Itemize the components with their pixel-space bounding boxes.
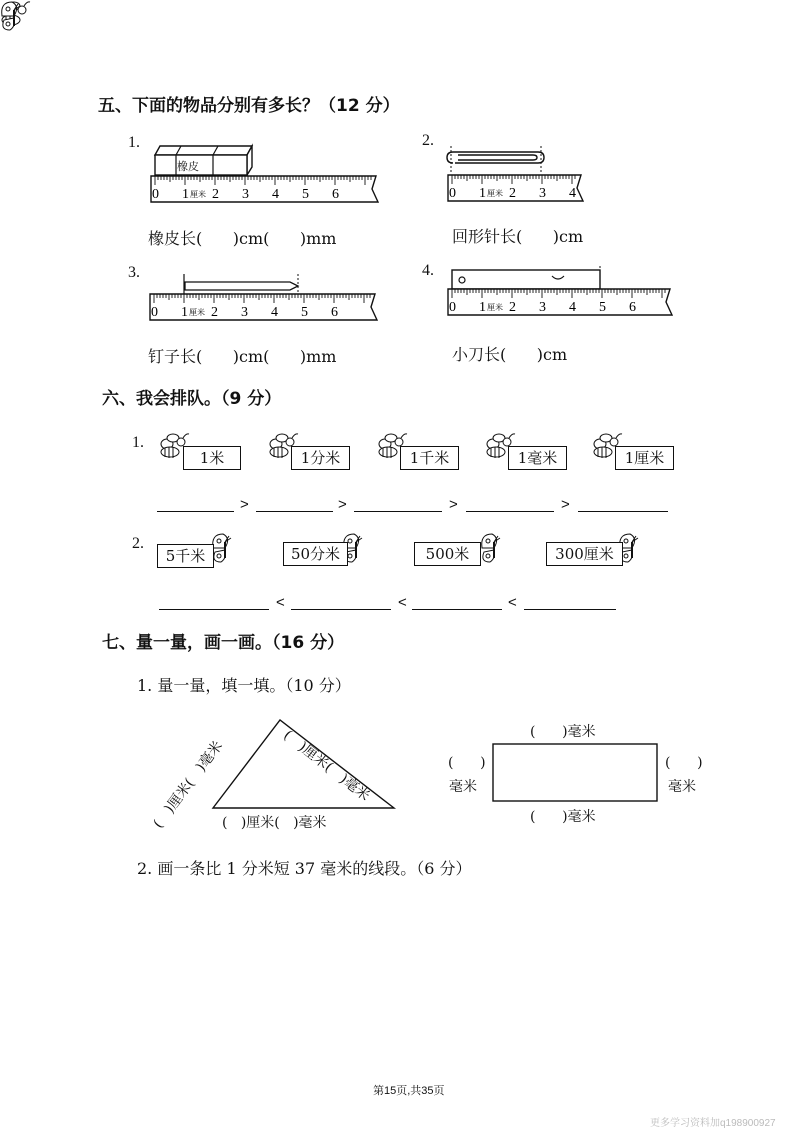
ruler-tick-label: 3 — [241, 305, 248, 320]
ruler-tick-label: 4 — [569, 186, 576, 201]
ruler-tick-label: 3 — [242, 187, 249, 202]
ruler-tick-label: 2 — [212, 187, 219, 202]
nail-answer: 钉子长( )cm( )mm — [148, 347, 337, 366]
ruler-tick-label: 0 — [449, 186, 456, 201]
eraser-label: 橡皮 — [177, 160, 199, 173]
ruler-unit-label: 厘米 — [487, 303, 503, 312]
q1-box-1km: 1千米 — [400, 446, 459, 470]
ruler-tick-label: 5 — [302, 187, 309, 202]
q2-number: 2. — [132, 535, 144, 552]
ruler-tick-label: 6 — [331, 305, 338, 320]
q2-symbol-2: < — [398, 594, 407, 611]
ruler-tick-label: 1 — [479, 300, 486, 315]
ruler-tick-label: 1 — [479, 186, 486, 201]
item2-number: 2. — [422, 132, 434, 149]
ruler-unit-label: 厘米 — [190, 190, 206, 199]
ruler-tick-label: 4 — [272, 187, 279, 202]
paperclip-answer: 回形针长( )cm — [452, 227, 584, 246]
ruler-tick-label: 1 — [182, 187, 189, 202]
q1-symbol-3: > — [449, 496, 458, 513]
ruler-tick-label: 6 — [629, 300, 636, 315]
q2-symbol-3: < — [508, 594, 517, 611]
rect-right-unit: 毫米 — [668, 779, 696, 795]
rect-top-label: ( )毫米 — [530, 724, 596, 740]
triangle-bottom-label: ( )厘米( )毫米 — [222, 815, 327, 831]
rect-left-unit: 毫米 — [449, 779, 477, 795]
q2-box-300cm: 300厘米 — [546, 542, 623, 566]
section5-title: 五、下面的物品分别有多长？（12 分） — [98, 96, 400, 116]
ruler-tick-label: 3 — [539, 186, 546, 201]
ruler-tick-label: 2 — [509, 186, 516, 201]
q1-number: 1. — [132, 434, 144, 451]
item1-number: 1. — [128, 134, 140, 151]
q1-symbol-2: > — [338, 496, 347, 513]
ruler-tick-label: 2 — [509, 300, 516, 315]
ruler-unit-label: 厘米 — [487, 189, 503, 198]
q2-box-500m: 500米 — [414, 542, 481, 566]
q2-box-5km: 5千米 — [157, 544, 214, 568]
q1-box-1mm: 1毫米 — [508, 446, 567, 470]
q1-box-1m: 1米 — [183, 446, 241, 470]
ruler-tick-label: 6 — [332, 187, 339, 202]
ruler-tick-label: 5 — [301, 305, 308, 320]
q1-box-1cm: 1厘米 — [615, 446, 674, 470]
ruler-unit-label: 厘米 — [189, 308, 205, 317]
q1-symbol-4: > — [561, 496, 570, 513]
section6-title: 六、我会排队。（9 分） — [102, 389, 282, 409]
ruler-tick-label: 0 — [151, 305, 158, 320]
triangle-right-side-label: ( )厘米( )毫米 — [280, 727, 373, 805]
section7-q1-title: 1. 量一量，填一填。（10 分） — [137, 676, 351, 695]
q1-box-1dm: 1分米 — [291, 446, 350, 470]
rect-right-paren: ( ) — [665, 755, 703, 771]
ruler-tick-label: 4 — [271, 305, 278, 320]
ruler-tick-label: 0 — [152, 187, 159, 202]
item3-number: 3. — [128, 264, 140, 281]
section7-q2-title: 2. 画一条比 1 分米短 37 毫米的线段。（6 分） — [137, 859, 472, 878]
triangle-left-side-label: ( )厘米( )毫米 — [150, 738, 227, 832]
q2-symbol-1: < — [276, 594, 285, 611]
ruler-tick-label: 0 — [449, 300, 456, 315]
section7-title: 七、量一量，画一画。（16 分） — [102, 633, 345, 653]
rect-bottom-label: ( )毫米 — [530, 809, 596, 825]
rect-left-paren: ( ) — [448, 755, 486, 771]
rectangle-shape — [493, 744, 657, 801]
ruler-tick-label: 5 — [599, 300, 606, 315]
item4-number: 4. — [422, 262, 434, 279]
eraser-answer: 橡皮长( )cm( )mm — [148, 229, 337, 248]
ruler-tick-label: 1 — [181, 305, 188, 320]
q2-box-50dm: 50分米 — [283, 542, 348, 566]
ruler-tick-label: 2 — [211, 305, 218, 320]
page-number: 第15页,共35页 — [373, 1085, 445, 1097]
ruler-tick-label: 4 — [569, 300, 576, 315]
knife-answer: 小刀长( )cm — [452, 345, 568, 364]
q1-symbol-1: > — [240, 496, 249, 513]
ruler-tick-label: 3 — [539, 300, 546, 315]
watermark: 更多学习资料加q198900927 — [650, 1118, 776, 1129]
